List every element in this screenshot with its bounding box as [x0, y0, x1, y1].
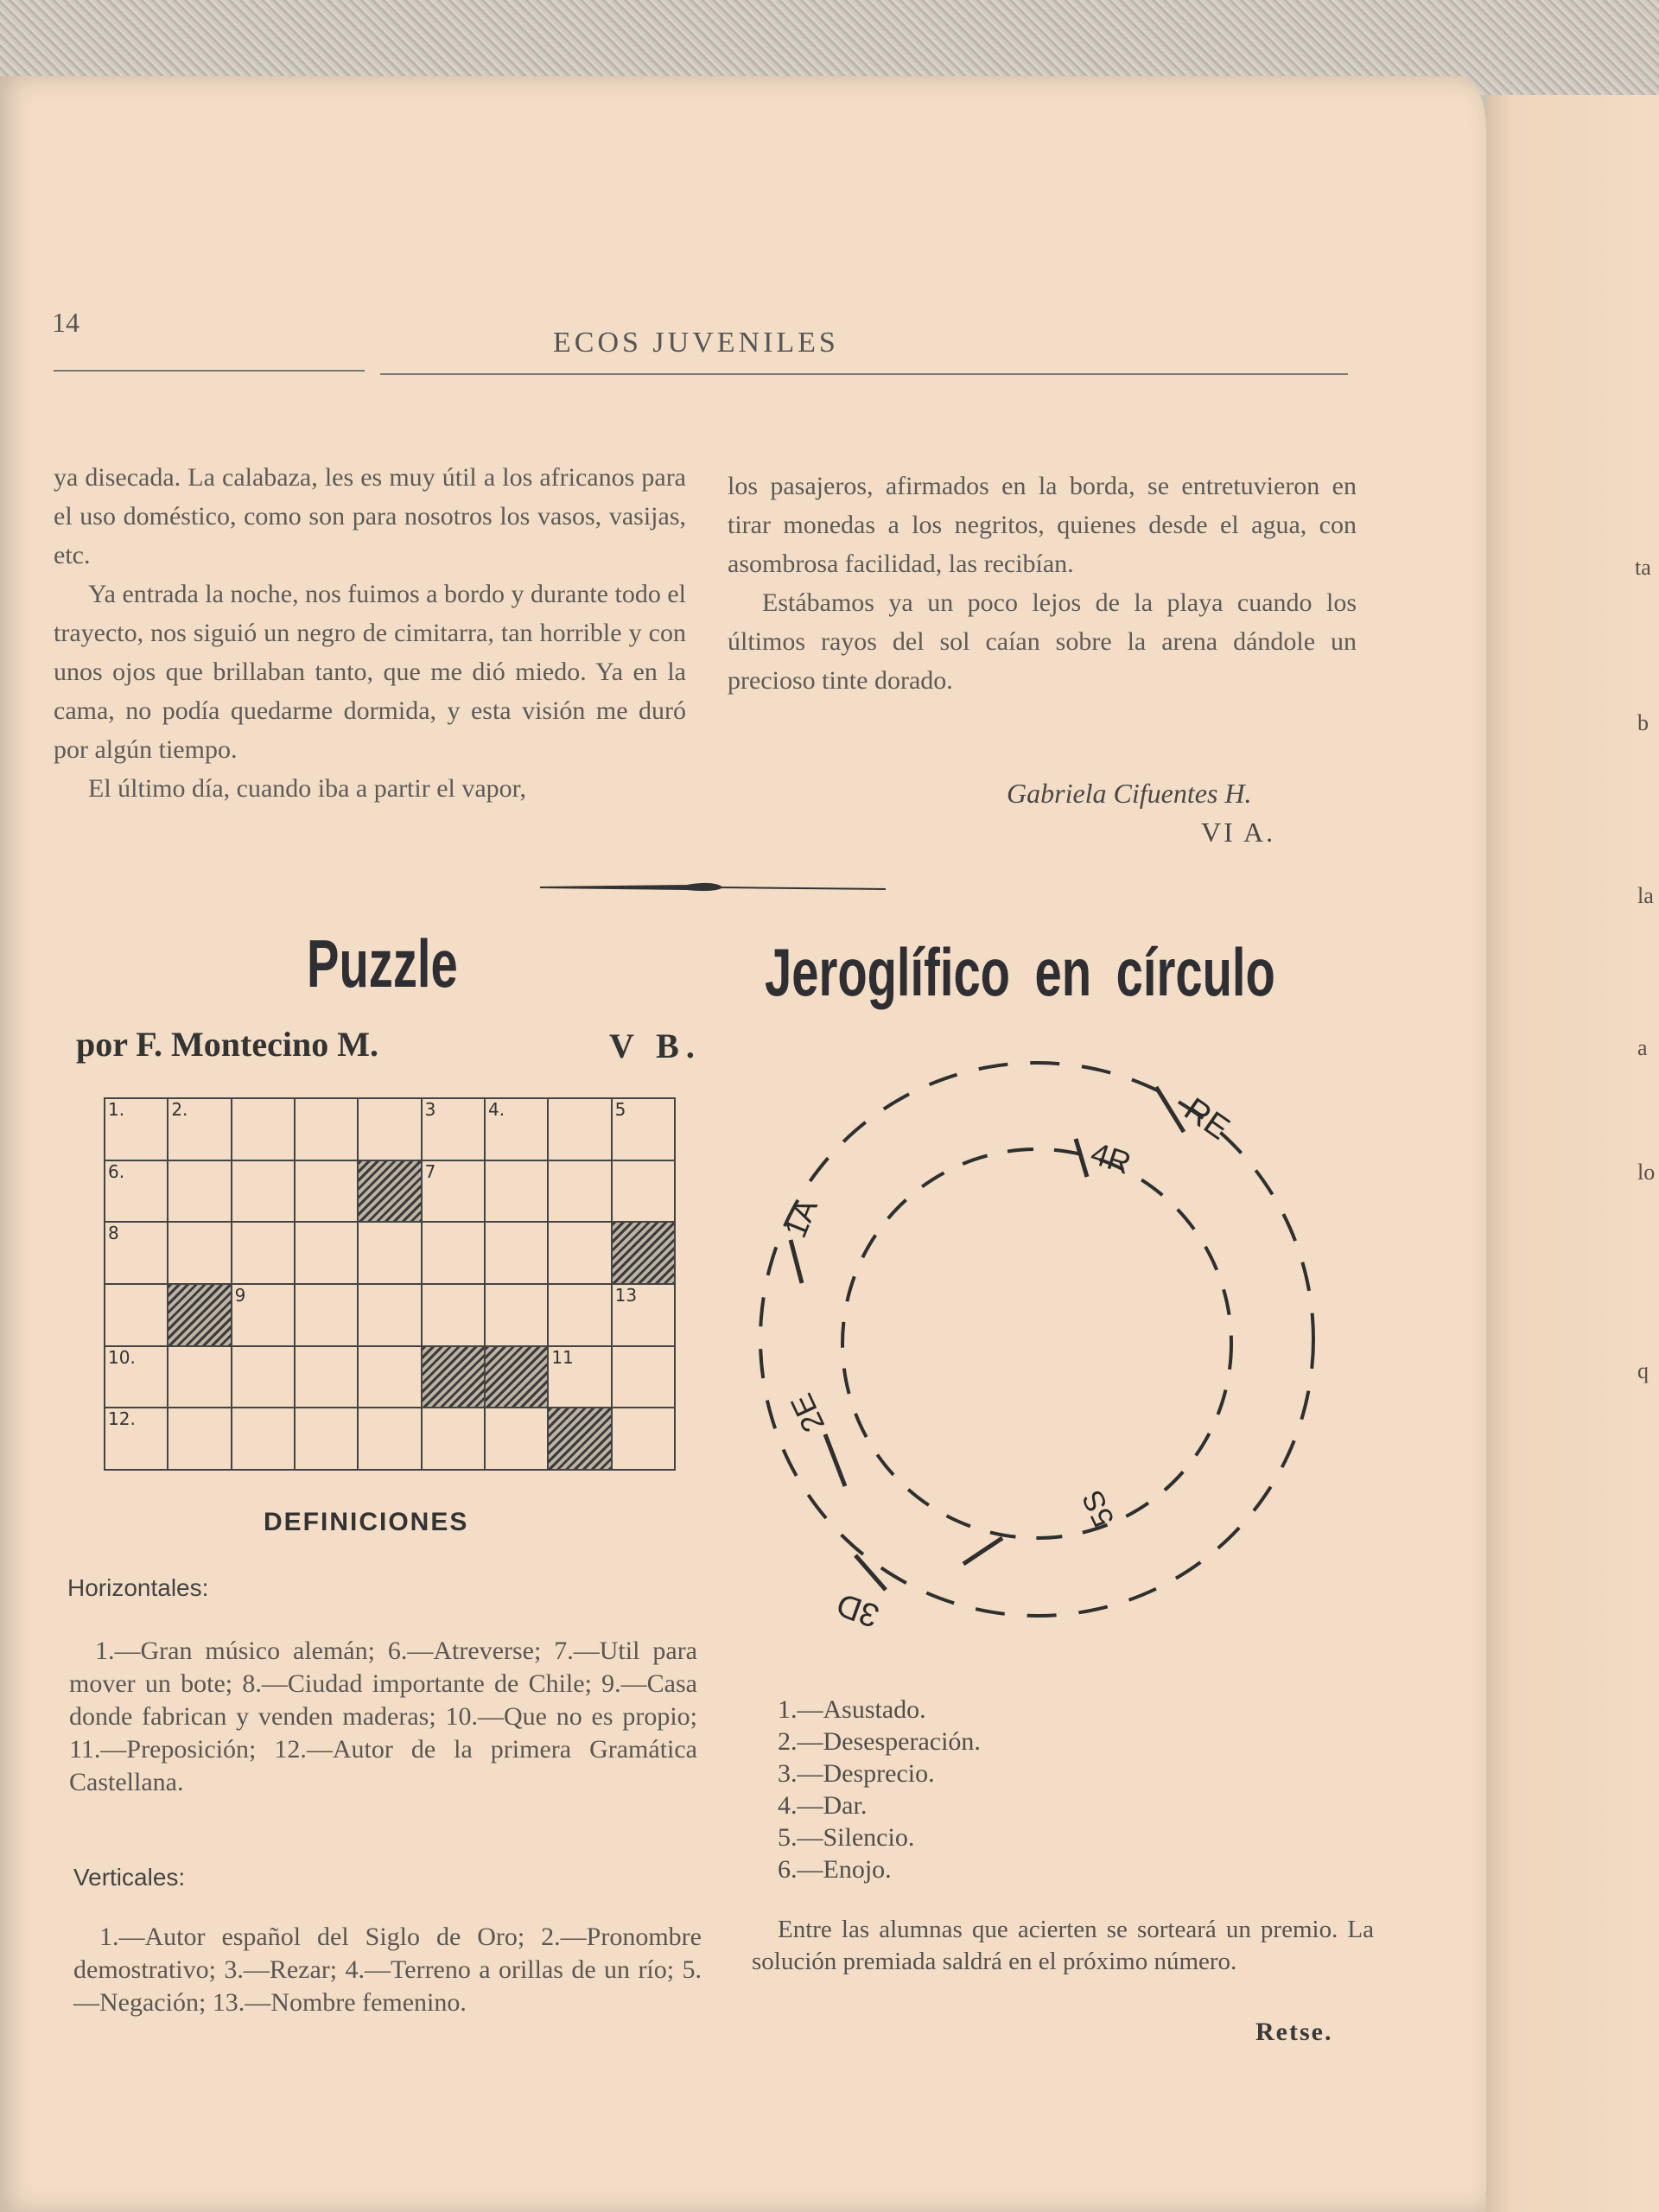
- crossword-cell: [294, 1221, 359, 1285]
- header-rule-right: [380, 373, 1348, 375]
- crossword-cell: [231, 1407, 296, 1471]
- crossword-cell: [167, 1221, 232, 1285]
- ring-label: RE: [1177, 1090, 1236, 1147]
- crossword-number: 5: [614, 1099, 626, 1120]
- crossword-cell: [357, 1097, 422, 1161]
- clue-item: 2.—Desesperación.: [778, 1727, 981, 1756]
- definitions-title: DEFINICIONES: [264, 1508, 469, 1536]
- article-class: VI A.: [1201, 817, 1276, 848]
- article-paragraph: los pasajeros, afirmados en la borda, se entretuvieron en tirar monedas a los negritos, quienes desde el agua, con asombrosa facilidad, las recibían.: [728, 472, 1357, 578]
- article-signature: Gabriela Cifuentes H.: [1007, 778, 1252, 809]
- crossword-cell: [294, 1160, 359, 1224]
- prize-note: [752, 1914, 1374, 1978]
- hieroglyph-clues: [778, 1694, 981, 1885]
- header-rule-left: [54, 370, 365, 372]
- crossword-cell: [484, 1407, 549, 1471]
- crossword-black-cell: [611, 1221, 676, 1285]
- crossword-number: 13: [614, 1285, 638, 1306]
- crossword-cell: [104, 1221, 168, 1285]
- crossword-number: 3: [424, 1099, 436, 1120]
- crossword-cell: [357, 1283, 422, 1347]
- crossword-cell: [484, 1283, 549, 1347]
- article-right-column: [728, 467, 1357, 700]
- crossword-cell: [611, 1097, 676, 1161]
- crossword-cell: [231, 1221, 296, 1285]
- ring-label: 4R: [1086, 1135, 1135, 1181]
- vertical-definitions: [73, 1921, 702, 2019]
- crossword-black-cell: [547, 1407, 612, 1471]
- jeroglifico-title: Jeroglífico en círculo: [765, 934, 1275, 1010]
- crossword-cell: [421, 1221, 486, 1285]
- vertical-definitions-text: 1.—Autor español del Siglo de Oro; 2.—Pronombre demostrativo; 3.—Rezar; 4.—Terreno a orillas de un río; 5.—Negación; 13.—Nombre femenino.: [73, 1923, 702, 2017]
- crossword-cell: [421, 1097, 486, 1161]
- clue-item: 5.—Silencio.: [778, 1823, 915, 1852]
- crossword-cell: [294, 1345, 359, 1409]
- jeroglifico-author: Retse.: [1255, 2018, 1333, 2046]
- crossword-cell: [231, 1160, 296, 1224]
- crossword-cell: [104, 1097, 168, 1161]
- crossword-number: 1.: [108, 1099, 125, 1120]
- crossword-cell: [104, 1407, 168, 1471]
- clue-item: 4.—Dar.: [778, 1791, 868, 1820]
- crossword-cell: [104, 1160, 168, 1224]
- ring-label: 2E: [783, 1388, 832, 1438]
- crossword-cell: [231, 1283, 296, 1347]
- crossword-cell: [104, 1283, 168, 1347]
- crossword-cell: [611, 1345, 676, 1409]
- horizontal-definitions-text: 1.—Gran músico alemán; 6.—Atreverse; 7.—Util para mover un bote; 8.—Ciudad importante de Chile; 9.—Casa donde fabrican y venden maderas; 10.—Que no es propio; 11.—Preposición; 12.—Autor de la primera Gramática Castellana.: [69, 1637, 697, 1796]
- crossword-cell: [547, 1221, 612, 1285]
- crossword-cell: [167, 1160, 232, 1224]
- crossword-cell: [484, 1097, 549, 1161]
- crossword-cell: [547, 1345, 612, 1409]
- crossword-cell: [611, 1407, 676, 1471]
- puzzle-class: V B.: [609, 1027, 702, 1065]
- crossword-black-cell: [167, 1283, 232, 1347]
- crossword-number: 10.: [108, 1346, 136, 1368]
- puzzle-byline: por F. Montecino M.: [76, 1025, 378, 1064]
- article-left-column: [54, 458, 686, 808]
- vertical-heading: Verticales:: [73, 1864, 186, 1891]
- clue-item: 1.—Asustado.: [778, 1695, 926, 1724]
- crossword-cell: [294, 1097, 359, 1161]
- crossword-number: 11: [551, 1346, 574, 1368]
- article-paragraph: El último día, cuando iba a partir el vapor,: [88, 774, 526, 803]
- crossword-cell: [231, 1097, 296, 1161]
- crossword-cell: [421, 1407, 486, 1471]
- crossword-number: 9: [234, 1285, 246, 1306]
- crossword-black-cell: [357, 1160, 422, 1224]
- crossword-cell: [421, 1160, 486, 1224]
- article-paragraph: ya disecada. La calabaza, les es muy útil a los africanos para el uso doméstico, como son para nosotros los vasos, vasijas, etc.: [54, 463, 686, 569]
- crossword-cell: [231, 1345, 296, 1409]
- crossword-black-cell: [484, 1345, 549, 1409]
- clue-item: 3.—Desprecio.: [778, 1759, 935, 1788]
- article-paragraph: Estábamos ya un poco lejos de la playa cuando los últimos rayos del sol caían sobre la arena dándole un precioso tinte dorado.: [728, 588, 1357, 695]
- crossword-cell: [611, 1160, 676, 1224]
- horizontal-heading: Horizontales:: [67, 1574, 209, 1601]
- crossword-cell: [484, 1221, 549, 1285]
- crossword-cell: [167, 1097, 232, 1161]
- crossword-cell: [547, 1160, 612, 1224]
- divider-flourish: [540, 881, 886, 893]
- ring-label: 3D: [832, 1585, 885, 1635]
- crossword-cell: [357, 1407, 422, 1471]
- crossword-number: 6.: [108, 1160, 125, 1182]
- crossword-cell: [547, 1097, 612, 1161]
- crossword-number: 8: [108, 1223, 119, 1244]
- crossword-cell: [421, 1283, 486, 1347]
- running-title: ECOS JUVENILES: [553, 327, 839, 359]
- crossword-cell: [104, 1345, 168, 1409]
- crossword-number: 2.: [171, 1099, 188, 1120]
- crossword-cell: [357, 1221, 422, 1285]
- crossword-number: 4.: [488, 1099, 505, 1120]
- horizontal-definitions: [69, 1635, 697, 1799]
- crossword-cell: [294, 1407, 359, 1471]
- clue-item: 6.—Enojo.: [778, 1855, 892, 1884]
- ring-label: 1A: [777, 1193, 824, 1243]
- crossword-cell: [357, 1345, 422, 1409]
- crossword-black-cell: [421, 1345, 486, 1409]
- facing-page: ta b la a lo q: [1486, 95, 1659, 2212]
- crossword-number: 7: [424, 1160, 436, 1182]
- crossword-cell: [611, 1283, 676, 1347]
- crossword-cell: [547, 1283, 612, 1347]
- crossword-cell: [294, 1283, 359, 1347]
- puzzle-title: Puzzle: [307, 925, 458, 1001]
- crossword-cell: [167, 1345, 232, 1409]
- page-number: 14: [52, 307, 79, 338]
- article-paragraph: Ya entrada la noche, nos fuimos a bordo y durante todo el trayecto, nos siguió un negro de cimitarra, tan horrible y con unos ojos que brillaban tanto, que me dió miedo. Ya en la cama, no podía quedarme dormida, y esta visión me duró por algún tiempo.: [54, 580, 686, 764]
- hieroglyph-ring: [743, 1037, 1331, 1642]
- prize-note-text: Entre las alumnas que acierten se sorteará un premio. La solución premiada saldrá en el próximo número.: [752, 1916, 1374, 1975]
- crossword-cell: [167, 1407, 232, 1471]
- crossword-grid: [104, 1097, 674, 1469]
- ring-label: 5S: [1076, 1484, 1122, 1532]
- crossword-cell: [484, 1160, 549, 1224]
- crossword-number: 12.: [108, 1408, 136, 1430]
